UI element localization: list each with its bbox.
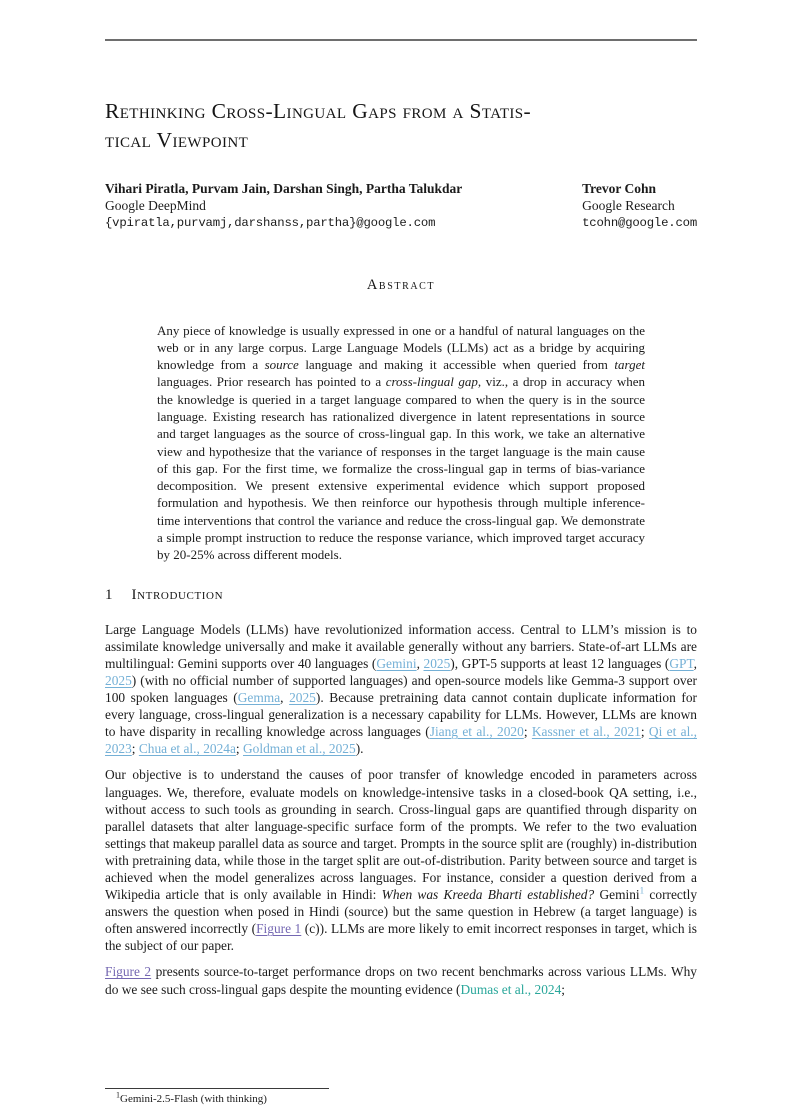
citation-link[interactable]: Dumas et al., 2024 — [460, 981, 562, 997]
text-segment: language and making it accessible when queried from — [298, 357, 615, 373]
top-rule — [105, 39, 697, 41]
text-segment: Any piece of knowledge is usually expressed in one or a handful of natural languages on the web or in any large corpus. Large Language Models (LLMs) act as a bridge by acquiring knowledge from a — [157, 322, 645, 373]
text-segment: Our objective is to understand the causes of poor transfer of knowledge encoded in parameters across languages. We, therefore, evaluate models on knowledge-intensive tasks in a closed-book QA setting, i.e., without access to such tools as grounding in search. Cross-lingual gaps are quantified through disparity on parallel datasets that alter language-specific surface form of the prompts. We refer to the two evaluation settings that makeup parallel data as source and target. Prompts in the source split are (roughly) in-distribution with pretraining data, while those in the target split are out-of-distribution. Parity between source and target is achieved when the model generalizes across languages. For instance, consider a question derived from a Wikipedia article that is only available in Hindi: — [105, 767, 697, 903]
abstract-heading: Abstract — [366, 276, 436, 293]
text-segment: , — [416, 655, 424, 671]
section-heading-introduction — [105, 587, 697, 604]
citation-link[interactable]: GPT — [669, 655, 694, 671]
intro-paragraph-3 — [105, 963, 697, 997]
author-affiliation-left: Google DeepMind — [105, 197, 206, 213]
text-segment: When was Kreeda Bharti established? — [381, 887, 595, 903]
footnote-marker: 1 — [116, 1090, 120, 1100]
text-segment: ). — [355, 741, 364, 757]
text-segment: ; — [640, 724, 649, 740]
author-affiliation-right: Google Research — [582, 197, 675, 213]
author-group-right — [582, 181, 697, 232]
citation-link[interactable]: Gemini — [376, 655, 417, 671]
footnote-ref-link[interactable]: 1 — [639, 885, 645, 896]
intro-paragraph-1 — [105, 621, 697, 758]
text-segment: source — [264, 357, 299, 373]
citation-link[interactable]: Gemma — [237, 690, 281, 706]
citation-link[interactable]: 2025 — [289, 690, 316, 706]
text-segment: target — [614, 357, 645, 373]
footnote-text: Gemini-2.5-Flash (with thinking) — [120, 1093, 267, 1105]
citation-link[interactable]: 2025 — [423, 655, 451, 671]
text-segment: Gemini — [594, 887, 640, 903]
text-segment: ; — [561, 981, 566, 997]
text-segment: ; — [523, 724, 532, 740]
author-email-left[interactable]: {vpiratla,purvamj,darshanss,partha}@google.com — [105, 216, 436, 230]
text-segment: , — [280, 690, 290, 706]
text-segment: presents source-to-target performance drops on two recent benchmarks across various LLMs. Why do we see such cross-lingual gaps despite the mounting evidence ( — [105, 964, 697, 997]
author-names-left: Vihari Piratla, Purvam Jain, Darshan Singh, Partha Talukdar — [105, 181, 463, 196]
author-names-right: Trevor Cohn — [582, 181, 657, 196]
title-line-1: Rethinking Cross-Lingual Gaps from a Statis- — [105, 99, 532, 123]
citation-link[interactable]: Kassner et al., 2021 — [531, 724, 641, 740]
text-segment: correctly answers the question when posed in Hindi (source) but the same question in Hebrew (a target language) is often answered incorrectly ( — [105, 887, 698, 937]
citation-link[interactable]: Goldman et al., 2025 — [243, 741, 356, 757]
intro-paragraph-2 — [105, 766, 697, 954]
text-segment: Large Language Models (LLMs) have revolutionized information access. Central to LLM’s mission is to assimilate knowledge universally and make it available generally without any barriers. State-of-art LLMs are multilingual: Gemini supports over 40 languages ( — [105, 621, 697, 671]
text-segment: (c)). LLMs are more likely to emit incorrect responses in target, which is the subject of our paper. — [105, 921, 697, 954]
section-number: 1 — [105, 586, 113, 603]
author-email-right[interactable]: tcohn@google.com — [582, 216, 697, 230]
citation-link[interactable]: 2025 — [105, 672, 132, 688]
footnote-rule — [105, 1088, 329, 1089]
title-line-2: tical Viewpoint — [105, 128, 249, 152]
text-segment: languages. Prior research has pointed to a — [157, 374, 386, 390]
text-segment: cross-lingual gap — [385, 374, 478, 390]
figure-ref-link[interactable]: Figure 1 — [256, 921, 302, 937]
paper-page — [0, 39, 801, 1112]
section-label: Introduction — [131, 586, 224, 603]
figure-ref-link[interactable]: Figure 2 — [105, 964, 152, 980]
text-segment: ; — [131, 741, 139, 757]
text-segment: ; — [235, 741, 243, 757]
text-segment: ), GPT-5 supports at least 12 languages ( — [450, 655, 670, 671]
footnote-block — [105, 1088, 697, 1105]
author-group-left — [105, 181, 462, 232]
abstract-body — [157, 322, 645, 564]
text-segment: , viz., a drop in accuracy when the knowledge is queried in a target language compared to when the query is in the source language. Existing research has rationalized divergence in latent representations in source and target languages as the source of cross-lingual gap. In this work, we take an alternative view and hypothesize that the variance of responses in the target language is the main cause of this gap. For the first time, we formalize the cross-lingual gap in terms of bias-variance decomposition. We present extensive experimental evidence which support proposed formulation and hypothesis. We then reinforce our hypothesis through multiple inference-time interventions that control the variance and reduce the cross-lingual gap. We demonstrate a simple prompt instruction to reduce the response variance, which improved target accuracy by 20-25% across different models. — [157, 374, 645, 563]
citation-link[interactable]: Qi et al., 2023 — [105, 724, 697, 757]
author-block — [105, 181, 697, 232]
footnote — [105, 1090, 697, 1105]
text-segment: , — [693, 655, 697, 671]
page-content — [0, 39, 801, 998]
page-title — [105, 97, 697, 155]
citation-link[interactable]: Chua et al., 2024a — [138, 741, 236, 757]
text-segment: ) (with no official number of supported languages) and open-source models like Gemma-3 support over 100 spoken languages ( — [105, 672, 697, 706]
text-segment: ). Because pretraining data cannot contain duplicate information for every language, cross-lingual generalization is a necessary capability for LLMs. However, LLMs are known to have disparity in recalling knowledge across languages ( — [105, 690, 697, 740]
citation-link[interactable]: Jiang et al., 2020 — [429, 724, 524, 740]
